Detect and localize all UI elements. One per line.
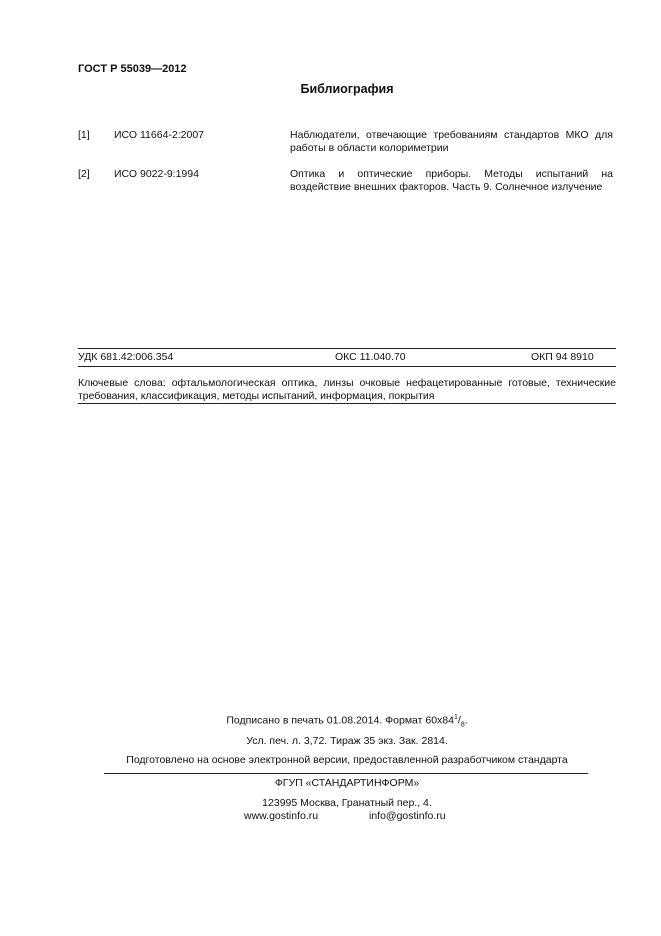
document-code: ГОСТ Р 55039—2012 (78, 63, 187, 75)
publisher-address: 123995 Москва, Гранатный пер., 4. (262, 797, 432, 809)
classification-top-rule (78, 348, 616, 349)
publisher-email: info@gostinfo.ru (369, 810, 446, 822)
format-fraction-numerator: 1 (453, 714, 458, 721)
bibliography-number: [1] (78, 129, 90, 141)
imprint-prepared: Подготовлено на основе электронной версии, предоставленной разработчиком стандарта (126, 754, 568, 766)
classification-bottom-rule (78, 403, 616, 404)
bibliography-description: Оптика и оптические приборы. Методы испытаний на воздействие внешних факторов. Часть 9. Солнечное излучение (290, 168, 613, 193)
imprint-rule (104, 773, 588, 774)
format-fraction-denominator: 8 (460, 721, 465, 729)
bibliography-standard-code: ИСО 9022-9:1994 (114, 168, 199, 180)
bibliography-description: Наблюдатели, отвечающие требованиям стандартов МКО для работы в области колориметрии (290, 129, 613, 154)
imprint-print-info: Усл. печ. л. 3,72. Тираж 35 экз. Зак. 2814. (246, 735, 448, 747)
imprint-signed-suffix: . (464, 714, 468, 727)
okp-code: ОКП 94 8910 (531, 351, 594, 363)
imprint-signed: Подписано в печать 01.08.2014. Формат $60x84^1/_8$. (226, 714, 468, 729)
bibliography-number: [2] (78, 168, 90, 180)
publisher-name: ФГУП «СТАНДАРТИНФОРМ» (274, 777, 420, 789)
page-title: Библиография (300, 82, 394, 96)
publisher-website: www.gostinfo.ru (244, 810, 319, 822)
keywords: Ключевые слова: офтальмологическая оптика, линзы очковые нефацетированные готовые, технические требования, классификация, методы испытаний, информация, покрытия (78, 377, 616, 402)
oks-code: ОКС 11.040.70 (335, 351, 406, 363)
imprint-signed-text: Подписано в печать 01.08.2014. Формат 60x84 (226, 714, 454, 727)
udk-code: УДК 681.42:006.354 (78, 351, 174, 363)
bibliography-standard-code: ИСО 11664-2:2007 (114, 129, 205, 141)
classification-middle-rule (78, 366, 616, 367)
